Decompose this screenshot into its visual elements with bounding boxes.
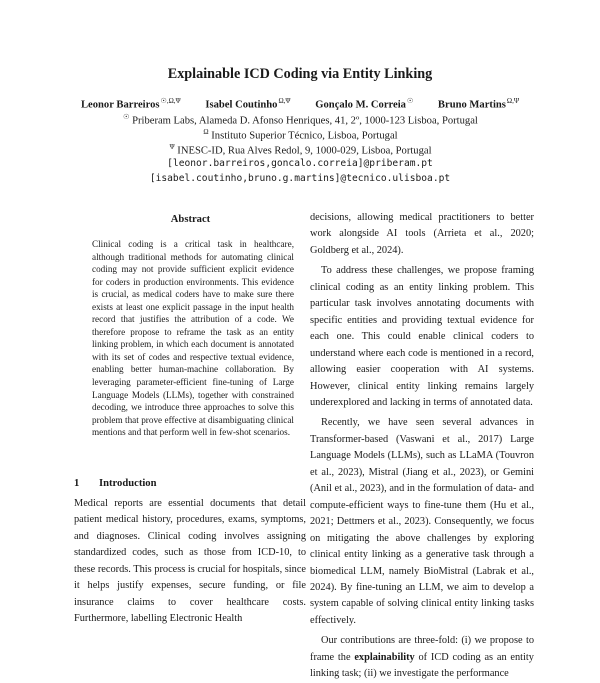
paragraph: Recently, we have seen several advances in Transformer-based (Vaswani et al., 2017) Large Language Models (LLMs), such as LLaMA (Touvron et al., 2023), Mistral (Jiang et al., 2023), or Gemini (Anil et al., 2023), and in the formulation of data- and compute-efficient ways to fine-tune them (Hu et al., 2021; Dettmers et al., 2023). Consequently, we focus on mitigating the above challenges by exploring clinical entity linking as a generative task through a biomedical LLM, namely BioMistral (Labrak et al., 2024). By fine-tuning an LLM, we aim to develop a system capable of solving clinical entity linking tasks effectively. bbox=[310, 417, 534, 626]
author-affiliation-marks: ☉,Ω,Ψ bbox=[160, 97, 181, 105]
affiliation-text: INESC-ID, Rua Alves Redol, 9, 1000-029, Lisboa, Portugal bbox=[177, 145, 432, 157]
abstract-heading: Abstract bbox=[170, 214, 211, 225]
author-affiliation-marks: ☉ bbox=[406, 97, 414, 105]
affiliation-1 bbox=[0, 113, 600, 127]
section-number: 1 bbox=[74, 478, 80, 489]
introduction-text-right-column bbox=[310, 210, 534, 683]
paragraph: To address these challenges, we propose framing clinical coding as an entity linking problem. This particular task involves annotating documents with specific entities and providing textual evidence for each one. This could enable clinical coders to understand where each code is mentioned in a record, allowing easier cooperation with AI systems. However, clinical entity linking remains largely underexplored and lacking in terms of annotated data. bbox=[310, 265, 534, 408]
author-3 bbox=[315, 97, 413, 111]
affiliation-mark: Ψ bbox=[169, 143, 175, 151]
paper-title: Explainable ICD Coding via Entity Linking bbox=[167, 66, 433, 82]
text-run: Our contributions are three-fold: (i) we propose to frame the bbox=[310, 635, 534, 663]
emphasis-explainability: explainability bbox=[354, 651, 415, 663]
author-2 bbox=[205, 97, 290, 111]
author-list bbox=[0, 97, 600, 111]
author-name: Leonor Barreiros bbox=[80, 99, 160, 111]
introduction-text-left-column bbox=[74, 496, 306, 628]
affiliation-3 bbox=[0, 143, 600, 157]
text-run: of ICD coding as an entity linking task; (ii) we investigate the performance bbox=[310, 651, 534, 680]
author-1 bbox=[81, 97, 181, 111]
paragraph: decisions, allowing medical practitioners to better work alongside AI tools (Arrieta et al., 2020; Goldberg et al., 2024). bbox=[310, 212, 534, 256]
author-4 bbox=[438, 97, 519, 111]
paragraph: Medical reports are essential documents that detail patient medical history, procedures, exams, symptoms, and diagnoses. Clinical coding involves assigning standardized codes, such as those from ICD-10, to these records. This process is crucial for hospitals, since it helps justify expenses, secure funding, or file insurance claims to cover healthcare costs. Furthermore, labelling Electronic Health bbox=[74, 498, 306, 625]
affiliation-text: Instituto Superior Técnico, Lisboa, Portugal bbox=[211, 130, 398, 142]
author-name: Gonçalo M. Correia bbox=[315, 99, 406, 111]
email-line-2: [isabel.coutinho,bruno.g.martins]@tecnico.ulisboa.pt bbox=[149, 173, 451, 184]
author-affiliation-marks: Ω,Ψ bbox=[278, 97, 291, 105]
author-affiliation-marks: Ω,Ψ bbox=[506, 97, 520, 105]
section-heading-introduction bbox=[74, 478, 157, 489]
affiliation-mark: ☉ bbox=[123, 113, 130, 121]
affiliation-text: Priberam Labs, Alameda D. Afonso Henriques, 41, 2º, 1000-123 Lisboa, Portugal bbox=[132, 115, 478, 127]
paragraph bbox=[310, 633, 534, 682]
affiliation-mark: Ω bbox=[203, 128, 209, 136]
author-name: Isabel Coutinho bbox=[205, 99, 278, 111]
abstract-body: Clinical coding is a critical task in healthcare, although traditional methods for automating clinical coding may not provide sufficient explicit evidence for coders in production environments. This evidence is crucial, as medical coders have to make sure there exists at least one explicit passage in the input health record that justifies the attribution of a code. We therefore propose to reframe the task as an entity linking problem, in which each document is annotated with its set of codes and respective textual evidence, enabling better human-machine collaboration. By leveraging parameter-efficient fine-tuning of Large Language Models (LLMs), together with constrained decoding, we introduce three approaches to solve this problem that prove effective at disambiguating clinical mentions and that perform well in few-shot scenarios. bbox=[92, 239, 294, 438]
section-title: Introduction bbox=[99, 478, 157, 489]
affiliation-2 bbox=[0, 128, 600, 142]
email-line-1: [leonor.barreiros,goncalo.correia]@priberam.pt bbox=[167, 158, 433, 169]
author-name: Bruno Martins bbox=[437, 99, 506, 111]
